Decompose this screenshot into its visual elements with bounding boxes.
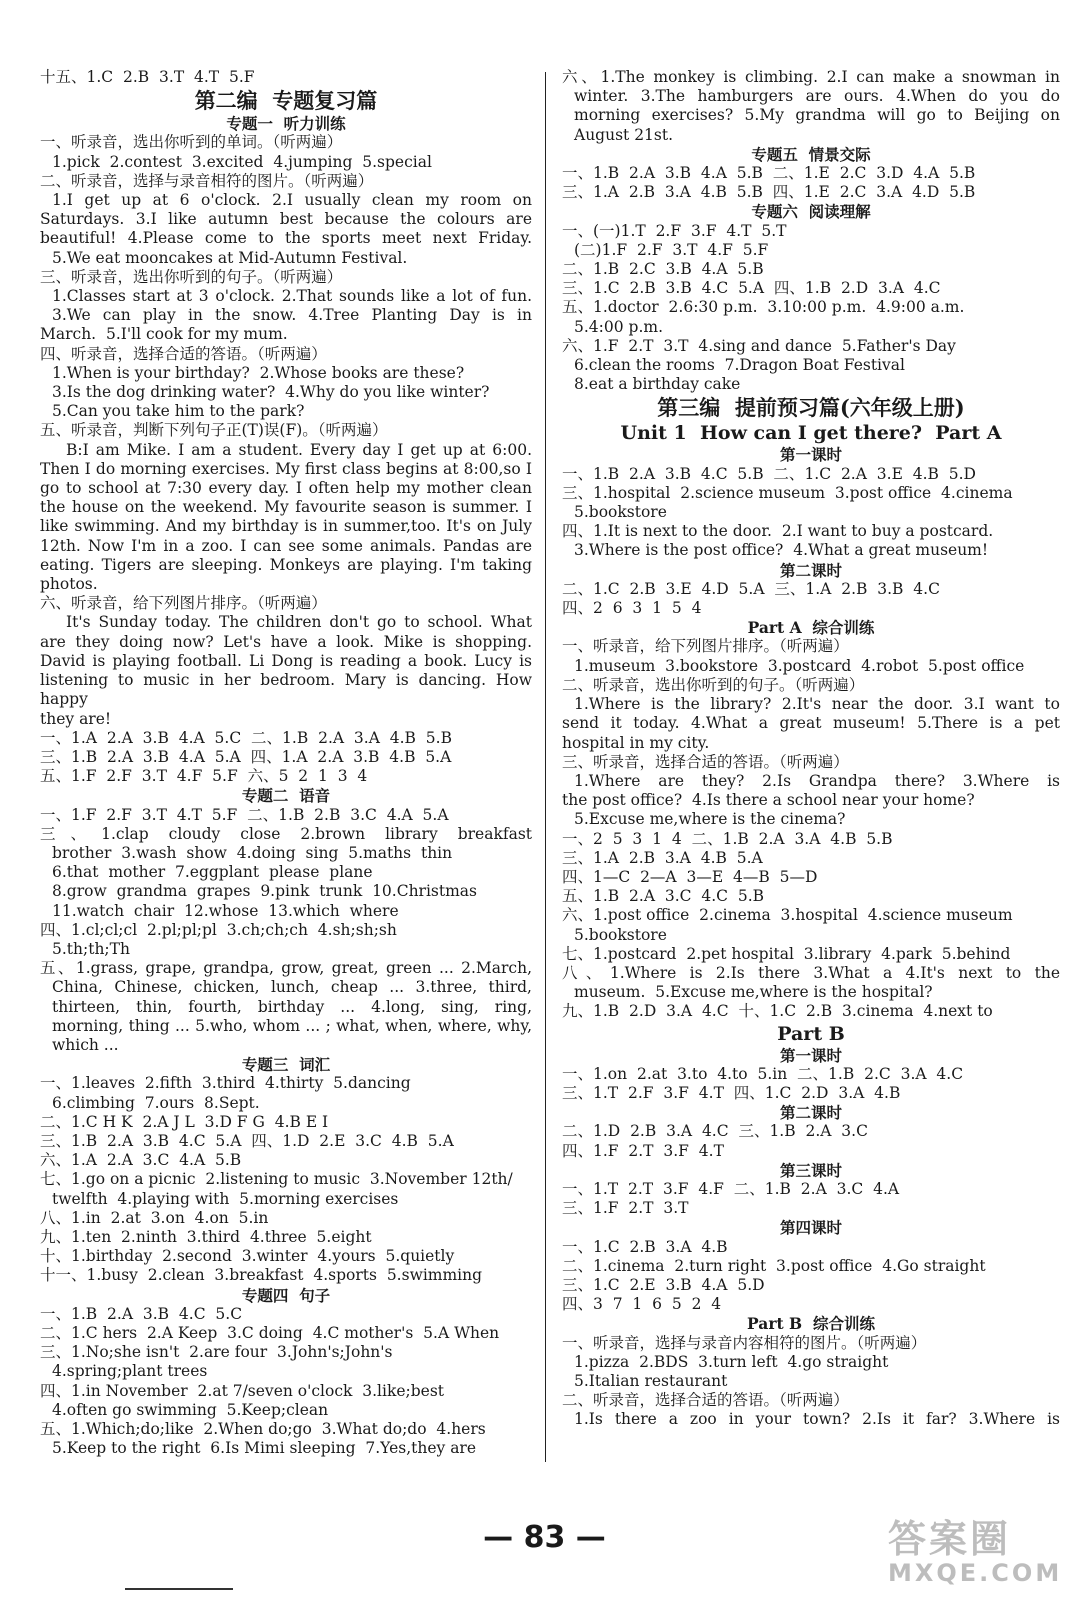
answer-line: 九、1.B 2.D 3.A 4.C 十、1.C 2.B 3.cinema 4.next to	[562, 1002, 993, 1021]
section-heading: 第一课时	[779, 445, 842, 465]
section-heading: Part B 综合训练	[747, 1314, 875, 1334]
left-column	[40, 68, 532, 1458]
answer-line: 二、1.C H K 2.A J L 3.D F G 4.B E I	[40, 1112, 329, 1131]
answer-line: hospital in my city.	[562, 733, 710, 752]
answer-line: brother 3.wash show 4.doing sing 5.maths thin	[52, 843, 453, 862]
watermark-logo	[888, 1518, 1083, 1590]
answer-line: Then I do morning exercises. My first class begins at 8:00,so I	[40, 459, 532, 478]
answer-line: 五、1.B 2.A 3.C 4.C 5.B	[562, 887, 765, 906]
section-heading: 第三课时	[779, 1160, 842, 1180]
answer-line: museum. 5.Excuse me,where is the hospital?	[574, 983, 933, 1002]
section-heading: 第二课时	[779, 560, 842, 580]
section-heading: 第二课时	[779, 1103, 842, 1123]
answer-line: 6.clean the rooms 7.Dragon Boat Festival	[574, 356, 905, 375]
answer-line: 5.bookstore	[574, 503, 667, 522]
answer-line: 二、1.D 2.B 3.A 4.C 三、1.B 2.A 3.C	[562, 1122, 868, 1141]
answer-line: 十一、1.busy 2.clean 3.breakfast 4.sports 5.swimming	[40, 1266, 483, 1285]
page-number: — 83 —	[483, 1520, 606, 1555]
answer-line: 五、听录音，判断下列句子正(T)误(F)。（听两遍）	[40, 421, 388, 440]
answer-line: 三、听录音，选择合适的答语。（听两遍）	[562, 752, 849, 771]
answer-line: 二、1.C hers 2.A Keep 3.C doing 4.C mother's 5.A When	[40, 1324, 500, 1342]
answer-line: 5.Excuse me,where is the cinema?	[574, 810, 846, 829]
answer-line: 1.Is there a zoo in your town? 2.Is it far? 3.Where is	[574, 1410, 1060, 1429]
section-heading: 专题六 阅读理解	[751, 202, 871, 222]
answer-line: 一、听录音，选出你听到的单词。（听两遍）	[40, 133, 343, 152]
answer-line: 四、1.in November 2.at 7/seven o'clock 3.like;best	[40, 1381, 445, 1400]
right-column	[562, 68, 1060, 1430]
answer-line: like swimming. And my birthday is in summer,too. It's on July	[40, 517, 532, 536]
answer-line: 一、2 5 3 1 4 二、1.B 2.A 3.A 4.B 5.B	[562, 829, 893, 848]
answer-line: 五、1.F 2.F 3.T 4.F 5.F 六、5 2 1 3 4	[40, 767, 368, 786]
answer-line: August 21st.	[574, 125, 674, 144]
answer-line: 三、1.B 2.A 3.B 4.C 5.A 四、1.D 2.E 3.C 4.B 5.A	[40, 1131, 454, 1150]
answer-line: beautiful! 4.Please come to the sports meet next Friday.	[40, 229, 532, 248]
answer-line: 5.Italian restaurant	[574, 1372, 728, 1390]
answer-line: 12th. Now I'm in a zoo. I can see some animals. Pandas are	[40, 536, 532, 555]
answer-line: 二、听录音，选择与录音相符的图片。（听两遍）	[40, 171, 374, 190]
answer-line: 一、1.T 2.T 3.F 4.F 二、1.B 2.A 3.C 4.A	[562, 1179, 900, 1198]
answer-line: the house on the weekend. My favourite season is summer. I	[40, 498, 532, 517]
answer-line: 七、1.go on a picnic 2.listening to music 3.November 12th/	[40, 1170, 513, 1189]
answer-line: 四、2 6 3 1 5 4	[562, 599, 702, 618]
answer-line: 二、听录音，选出你听到的句子。（听两遍）	[562, 675, 865, 694]
answer-line: 三、1.A 2.B 3.A 4.B 5.B 四、1.E 2.C 3.A 4.D 5.B	[562, 183, 976, 202]
section-heading: 专题二 语音	[241, 786, 331, 806]
watermark-url: MXQE.COM	[888, 1559, 1063, 1587]
answer-line: (二)1.F 2.F 3.T 4.F 5.F	[574, 240, 769, 259]
answer-line: send it today. 4.What a great museum! 5.There is a pet	[562, 714, 1060, 733]
answer-line: 5.4:00 p.m.	[574, 317, 663, 336]
section-heading: Part A 综合训练	[747, 618, 875, 638]
answer-line: 十五、1.C 2.B 3.T 4.T 5.F	[40, 68, 255, 86]
answer-line: 一、(一)1.T 2.F 3.F 4.T 5.T	[562, 221, 787, 240]
answer-line: 一、1.C 2.B 3.A 4.B	[562, 1237, 728, 1256]
section-heading: 第三编 提前预习篇(六年级上册)	[657, 395, 965, 421]
answer-line: 二、1.C 2.B 3.E 4.D 5.A 三、1.A 2.B 3.B 4.C	[562, 579, 940, 598]
answer-line: 4.often go swimming 5.Keep;clean	[52, 1400, 329, 1419]
answer-line: 三、1.F 2.T 3.T	[562, 1199, 689, 1218]
answer-line: 5.We eat mooncakes at Mid-Autumn Festival.	[52, 248, 408, 267]
answer-line: 四、3 7 1 6 5 2 4	[562, 1295, 722, 1314]
answer-line: 五、1.grass, grape, grandpa, grow, great, green ... 2.March,	[40, 959, 532, 978]
answer-line: 四、1—C 2—A 3—E 4—B 5—D	[562, 867, 818, 886]
section-heading: 第二编 专题复习篇	[194, 88, 378, 114]
answer-line: 8.grow grandma grapes 9.pink trunk 10.Christmas	[52, 882, 478, 901]
answer-line: 二、1.B 2.C 3.B 4.A 5.B	[562, 260, 764, 279]
answer-line: are they doing now? Let's have a look. Mike is shopping.	[40, 632, 532, 651]
answer-line: 3.Is the dog drinking water? 4.Why do you like winter?	[52, 383, 490, 402]
answer-line: 三、1.C 2.E 3.B 4.A 5.D	[562, 1275, 765, 1294]
answer-line: which ...	[52, 1035, 119, 1054]
answer-line: 1.pick 2.contest 3.excited 4.jumping 5.special	[52, 152, 432, 171]
answer-line: 五、1.doctor 2.6:30 p.m. 3.10:00 p.m. 4.9:00 a.m.	[562, 298, 965, 317]
answer-line: 三、1.T 2.F 3.F 4.T 四、1.C 2.D 3.A 4.B	[562, 1083, 901, 1102]
answer-line: 5.bookstore	[574, 925, 667, 944]
answer-line: 6.climbing 7.ours 8.Sept.	[52, 1093, 260, 1112]
answer-line: 一、听录音，给下列图片排序。（听两遍）	[562, 637, 849, 656]
answer-line: 三、1.hospital 2.science museum 3.post office 4.cinema	[562, 483, 1013, 502]
answer-line: It's Sunday today. The children don't go to school. What	[66, 613, 532, 632]
answer-line: 1.Classes start at 3 o'clock. 2.That sounds like a lot of fun.	[52, 287, 532, 306]
answer-line: 一、1.B 2.A 3.B 4.C 5.C	[40, 1304, 243, 1323]
answer-line: morning, thing ... 5.who, whom ... ; what, when, where, why,	[52, 1016, 532, 1035]
section-heading: 专题一 听力训练	[226, 114, 346, 134]
answer-line: 四、1.F 2.T 3.F 4.T	[562, 1141, 724, 1160]
answer-line: 一、1.F 2.F 3.T 4.T 5.F 二、1.B 2.B 3.C 4.A 5.A	[40, 805, 449, 824]
answer-line: 三、1.B 2.A 3.B 4.A 5.A 四、1.A 2.A 3.B 4.B 5.A	[40, 747, 452, 766]
answer-line: 三、1.A 2.B 3.A 4.B 5.A	[562, 848, 763, 867]
answer-line: 1.Where are they? 2.Is Grandpa there? 3.Where is	[574, 771, 1060, 790]
answer-line: 四、听录音，选择合适的答语。（听两遍）	[40, 344, 327, 363]
answer-line: 三、1.C 2.B 3.B 4.C 5.A 四、1.B 2.D 3.A 4.C	[562, 279, 941, 298]
answer-line: 3.Where is the post office? 4.What a great museum!	[574, 541, 989, 560]
answer-line: 5.Keep to the right 6.Is Mimi sleeping 7.Yes,they are	[52, 1439, 477, 1458]
answer-line: David is playing football. Li Dong is reading a book. Lucy is	[40, 651, 532, 670]
answer-line: 5.Can you take him to the park?	[52, 402, 305, 421]
answer-line: 六、听录音，给下列图片排序。（听两遍）	[40, 594, 327, 613]
answer-line: 1.I get up at 6 o'clock. 2.I usually clean my room on	[52, 191, 532, 210]
answer-line: Saturdays. 3.I like autumn best because the colours are	[40, 210, 532, 229]
answer-line: 1.museum 3.bookstore 3.postcard 4.robot 5.post office	[574, 656, 1025, 675]
answer-line: 八、1.in 2.at 3.on 4.on 5.in	[40, 1208, 269, 1227]
answer-line: 二、听录音，选择合适的答语。（听两遍）	[562, 1391, 849, 1410]
answer-line: 1.When is your birthday? 2.Whose books are these?	[52, 363, 465, 382]
answer-line: 八、1.Where is 2.Is there 3.What a 4.It's next to the	[562, 963, 1060, 982]
answer-line: thirteen, thin, fourth, birthday ... 4.long, sing, ring,	[52, 997, 532, 1016]
answer-line: photos.	[40, 575, 98, 594]
answer-line: 七、1.postcard 2.pet hospital 3.library 4.park 5.behind	[562, 944, 1011, 963]
answer-line: 九、1.ten 2.ninth 3.third 4.three 5.eight	[40, 1227, 372, 1246]
answer-line: 二、1.cinema 2.turn right 3.post office 4.Go straight	[562, 1256, 986, 1275]
answer-line: 六、1.post office 2.cinema 3.hospital 4.science museum	[562, 906, 1013, 925]
answer-line: China, Chinese, chicken, lunch, cheap ... 3.three, third,	[52, 978, 532, 997]
answer-line: B:I am Mike. I am a student. Every day I get up at 6:00.	[66, 440, 532, 459]
section-heading: 专题三 词汇	[241, 1055, 331, 1075]
answer-line: 四、1.It is next to the door. 2.I want to buy a postcard.	[562, 522, 994, 541]
section-heading: 专题五 情景交际	[751, 144, 871, 164]
answer-line: 六、1.The monkey is climbing. 2.I can make a snowman in	[562, 68, 1060, 86]
answer-line: 三、1.No;she isn't 2.are four 3.John's;John's	[40, 1343, 393, 1362]
section-heading: Unit 1 How can I get there? Part A	[620, 422, 1002, 445]
answer-line: 一、1.A 2.A 3.B 4.A 5.C 二、1.B 2.A 3.A 4.B 5.B	[40, 728, 452, 747]
answer-line: eating. Tigers are sleeping. Monkeys are playing. I'm taking	[40, 555, 532, 574]
answer-line: 一、1.B 2.A 3.B 4.C 5.B 二、1.C 2.A 3.E 4.B 5.D	[562, 464, 976, 483]
answer-line: 四、1.cl;cl;cl 2.pl;pl;pl 3.ch;ch;ch 4.sh;sh;sh	[40, 920, 397, 939]
answer-line: 6.that mother 7.eggplant please plane	[52, 863, 373, 882]
answer-line: March. 5.I'll cook for my mum.	[40, 325, 288, 344]
answer-line: winter. 3.The hamburgers are ours. 4.When do you do	[574, 87, 1060, 106]
answer-line: 11.watch chair 12.whose 13.which where	[52, 901, 399, 920]
column-divider	[545, 72, 546, 1462]
answer-line: 三、1.clap cloudy close 2.brown library breakfast	[40, 824, 532, 843]
answer-line: morning exercises? 5.My grandma will go to Beijing on	[574, 106, 1060, 125]
answer-line: 五、1.Which;do;like 2.When do;go 3.What do;do 4.hers	[40, 1420, 486, 1439]
section-heading: 第一课时	[779, 1045, 842, 1065]
answer-line: 六、1.A 2.A 3.C 4.A 5.B	[40, 1151, 242, 1170]
answer-line: the post office? 4.Is there a school near your home?	[562, 791, 975, 810]
answer-line: 十、1.birthday 2.second 3.winter 4.yours 5.quietly	[40, 1247, 455, 1266]
answer-line: 1.pizza 2.BDS 3.turn left 4.go straight	[574, 1352, 889, 1371]
watermark-title: 答案圈	[888, 1517, 1012, 1561]
footer-rule	[125, 1588, 233, 1590]
answer-line: 一、听录音，选择与录音内容相符的图片。（听两遍）	[562, 1333, 927, 1352]
answer-line: 5.th;th;Th	[52, 939, 130, 958]
section-heading: Part B	[777, 1022, 845, 1045]
answer-line: 8.eat a birthday cake	[574, 375, 741, 394]
answer-line: 1.Where is the library? 2.It's near the door. 3.I want to	[574, 695, 1060, 714]
answer-line: go to school at 7:30 every day. I often help my mother clean	[40, 479, 532, 498]
answer-line: 一、1.B 2.A 3.B 4.A 5.B 二、1.E 2.C 3.D 4.A 5.B	[562, 164, 976, 183]
section-heading: 第四课时	[779, 1218, 842, 1238]
answer-line: 4.spring;plant trees	[52, 1362, 208, 1381]
answer-line: listening to music in her bedroom. Mary is dancing. How happy	[40, 671, 532, 709]
answer-line: 一、1.leaves 2.fifth 3.third 4.thirty 5.dancing	[40, 1074, 411, 1093]
answer-line: they are!	[40, 709, 112, 728]
answer-line: twelfth 4.playing with 5.morning exercises	[52, 1189, 399, 1208]
answer-line: 一、1.on 2.at 3.to 4.to 5.in 二、1.B 2.C 3.A 4.C	[562, 1064, 964, 1083]
section-heading: 专题四 句子	[241, 1285, 331, 1305]
answer-line: 3.We can play in the snow. 4.Tree Planting Day is in	[52, 306, 532, 325]
answer-line: 三、听录音，选出你听到的句子。（听两遍）	[40, 267, 343, 286]
answer-line: 六、1.F 2.T 3.T 4.sing and dance 5.Father's Day	[562, 336, 956, 355]
